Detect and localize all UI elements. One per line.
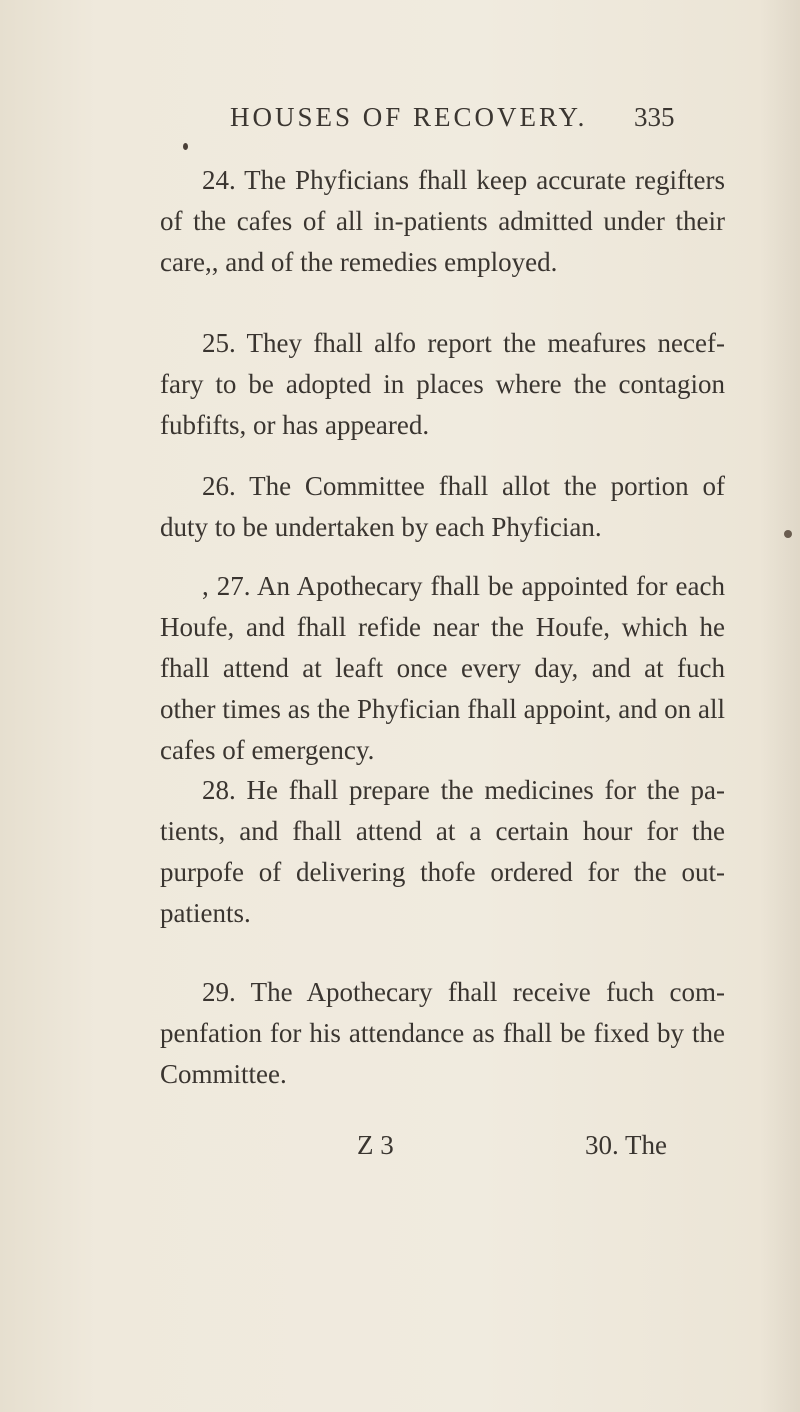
paragraph-24: 24. The Phyficians fhall keep accurate regifters of the cafes of all in-patients admitted under their care,, and of the remedies employed. (160, 165, 725, 277)
page-edge-shadow (760, 0, 800, 1412)
catchword: 30. The (585, 1130, 667, 1160)
paragraph-28: 28. He fhall prepare the medicines for the pa-tients, and fhall attend at a certain hour for the purpofe of delivering thofe ordered for the out-patients. (160, 775, 725, 928)
ink-speck (183, 143, 188, 150)
ink-speck (784, 530, 792, 538)
paragraph-25: 25. They fhall alfo report the meafures necef-fary to be adopted in places where the contagion fubfifts, or has appeared. (160, 328, 725, 440)
paragraph-29: 29. The Apothecary fhall receive fuch com-penfation for his attendance as fhall be fixed by the Committee. (160, 977, 725, 1089)
signature-mark: Z 3 (357, 1130, 394, 1160)
paragraph-26: 26. The Committee fhall allot the portion of duty to be undertaken by each Phyfician. (160, 471, 725, 542)
running-head (0, 102, 800, 142)
running-head-title: HOUSES OF RECOVERY. (230, 102, 588, 132)
paragraph-27: , 27. An Apothecary fhall be appointed for each Houfe, and fhall refide near the Houfe, which he fhall attend at leaft once every day, and at fuch other times as the Phyfician fhall appoint, and on all cafes of emergency. (160, 571, 725, 765)
page-number: 335 (634, 102, 675, 132)
